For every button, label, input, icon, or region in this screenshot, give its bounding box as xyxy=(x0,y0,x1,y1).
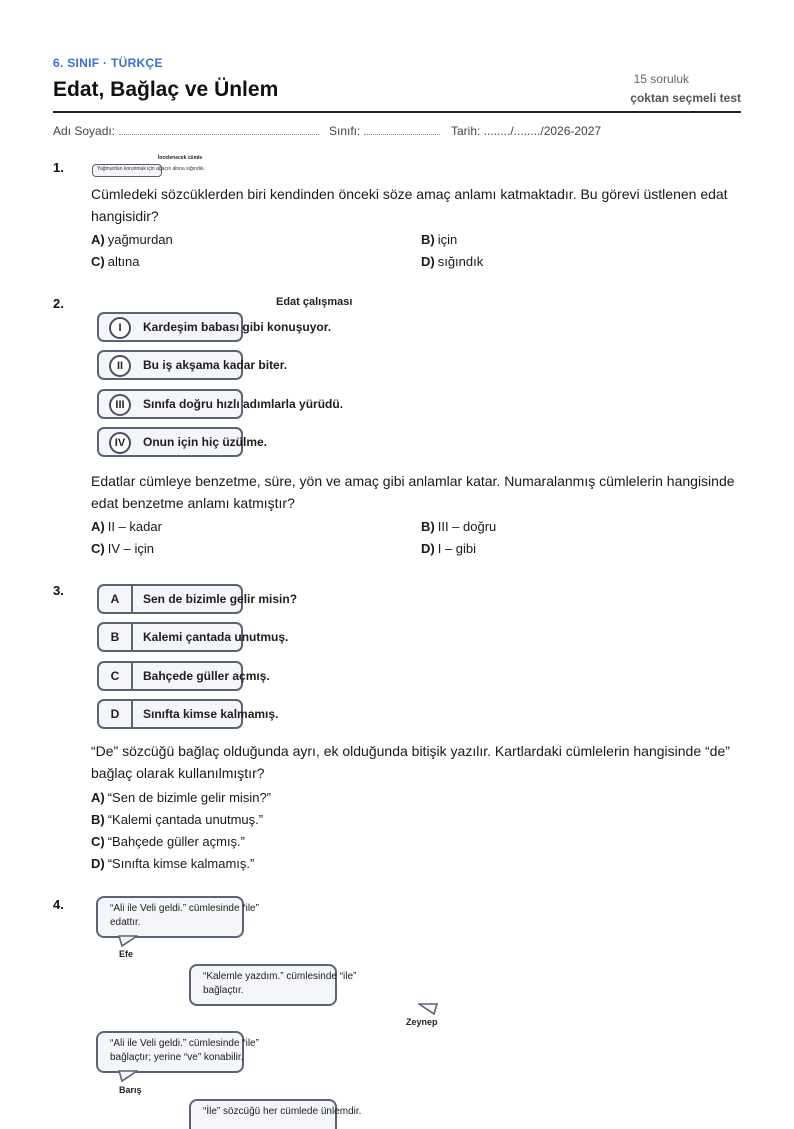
class-blank[interactable] xyxy=(364,124,440,135)
card-sentence: Bahçede güller açmış. xyxy=(143,669,270,683)
bubble-text: “İle” sözcüğü her cümlede ünlemdir. xyxy=(203,1106,362,1117)
speaker-name: Zeynep xyxy=(406,1017,438,1027)
question-number: 1. xyxy=(53,160,64,175)
subject-label: 6. SINIF · TÜRKÇE xyxy=(53,56,163,70)
date-field[interactable]: Tarih: ......../......../2026-2027 xyxy=(451,124,602,138)
sentence-text: Yağmurdan korunmak için ağacın altına sığındık. xyxy=(97,166,206,172)
class-field[interactable] xyxy=(329,124,440,138)
option-letter: C) xyxy=(91,834,105,849)
roman-label: II xyxy=(109,355,131,377)
question-stem: Cümledeki sözcüklerden biri kendinden önceki söze amaç anlamı katmaktadır. Bu görevi üstlenen edat hangisidir? xyxy=(91,186,728,224)
question-number: 4. xyxy=(53,897,64,912)
roman-label: IV xyxy=(109,432,131,454)
header-divider xyxy=(53,111,741,113)
option-d[interactable] xyxy=(421,541,476,556)
option-text: sığındık xyxy=(437,254,484,269)
option-text: IV – için xyxy=(107,541,154,556)
card-sentence: Kardeşim babası gibi konuşuyor. xyxy=(143,320,332,334)
option-b[interactable] xyxy=(421,519,496,534)
option-text: “Sen de bizimle gelir misin?” xyxy=(107,790,271,805)
option-letter: B) xyxy=(91,812,105,827)
exercise-caption: Edat çalışması xyxy=(276,296,353,308)
card-divider xyxy=(131,699,133,729)
option-b[interactable] xyxy=(91,812,263,827)
speaker-name: Efe xyxy=(119,949,134,959)
bubble-text: “Kalemle yazdım.” cümlesinde “ile” bağlaçtır. xyxy=(203,971,357,996)
bubble-tail-icon xyxy=(118,1070,138,1082)
question-number: 2. xyxy=(53,296,64,311)
question-stem: “De” sözcüğü bağlaç olduğunda ayrı, ek olduğunda bitişik yazılır. Kartlardaki cümlelerin hangisinde “de” bağlaç olarak kullanılmıştır? xyxy=(91,743,730,781)
card-letter: C xyxy=(110,669,120,683)
option-text: II – kadar xyxy=(107,519,162,534)
option-letter: C) xyxy=(91,541,105,556)
option-letter: A) xyxy=(91,790,105,805)
card-letter: D xyxy=(110,707,120,721)
card-sentence: Kalemi çantada unutmuş. xyxy=(143,630,289,644)
card-sentence: Sen de bizimle gelir misin? xyxy=(143,592,298,606)
option-letter: C) xyxy=(91,254,105,269)
option-text: “Kalemi çantada unutmuş.” xyxy=(107,812,264,827)
sentence-caption: İncelenecek cümle xyxy=(158,155,203,161)
option-letter: A) xyxy=(91,232,105,247)
question-count: 15 soruluk xyxy=(633,72,689,86)
option-text: için xyxy=(437,232,458,247)
roman-label: III xyxy=(109,394,131,416)
question-number: 3. xyxy=(53,583,64,598)
roman-label: I xyxy=(109,317,131,339)
test-type: çoktan seçmeli test xyxy=(630,91,741,105)
card-divider xyxy=(131,584,133,614)
option-d[interactable] xyxy=(91,856,254,871)
option-text: III – doğru xyxy=(437,519,497,534)
option-letter: D) xyxy=(421,541,435,556)
card-divider xyxy=(131,661,133,691)
option-letter: A) xyxy=(91,519,105,534)
option-text: “Bahçede güller açmış.” xyxy=(107,834,245,849)
bubble-text: “Ali ile Veli geldi.” cümlesinde “ile” bağlaçtır; yerine “ve” konabilir. xyxy=(110,1038,259,1063)
name-label: Adı Soyadı: xyxy=(53,124,116,138)
option-a[interactable] xyxy=(91,519,162,534)
option-text: altına xyxy=(107,254,140,269)
option-d[interactable] xyxy=(421,254,483,269)
option-c[interactable] xyxy=(91,541,154,556)
class-label: Sınıfı: xyxy=(329,124,361,138)
speaker-name: Barış xyxy=(119,1085,142,1095)
page-title: Edat, Bağlaç ve Ünlem xyxy=(53,78,279,101)
bubble-tail-icon xyxy=(118,935,138,947)
bubble-text: “Ali ile Veli geldi.” cümlesinde “ile” edattır. xyxy=(110,903,259,928)
option-a[interactable] xyxy=(91,232,173,247)
question-stem: Edatlar cümleye benzetme, süre, yön ve amaç gibi anlamlar katar. Numaralanmış cümlelerin hangisinde edat benzetme anlamı katmıştır? xyxy=(91,473,735,511)
option-text: I – gibi xyxy=(437,541,477,556)
option-letter: D) xyxy=(91,856,105,871)
bubble-tail-icon xyxy=(418,1003,438,1015)
card-sentence: Sınıfa doğru hızlı adımlarla yürüdü. xyxy=(143,397,344,411)
card-sentence: Onun için hiç üzülme. xyxy=(143,435,268,449)
option-text: yağmurdan xyxy=(107,232,173,247)
name-blank[interactable] xyxy=(119,124,319,135)
option-letter: D) xyxy=(421,254,435,269)
option-text: “Sınıfta kimse kalmamış.” xyxy=(107,856,255,871)
card-sentence: Sınıfta kimse kalmamış. xyxy=(143,707,279,721)
card-sentence: Bu iş akşama kadar biter. xyxy=(143,358,288,372)
option-letter: B) xyxy=(421,232,435,247)
card-letter: A xyxy=(110,592,120,606)
option-c[interactable] xyxy=(91,254,140,269)
option-letter: B) xyxy=(421,519,435,534)
card-divider xyxy=(131,622,133,652)
name-field[interactable] xyxy=(53,124,319,138)
option-b[interactable] xyxy=(421,232,457,247)
option-c[interactable] xyxy=(91,834,245,849)
card-letter: B xyxy=(110,630,120,644)
option-a[interactable] xyxy=(91,790,271,805)
